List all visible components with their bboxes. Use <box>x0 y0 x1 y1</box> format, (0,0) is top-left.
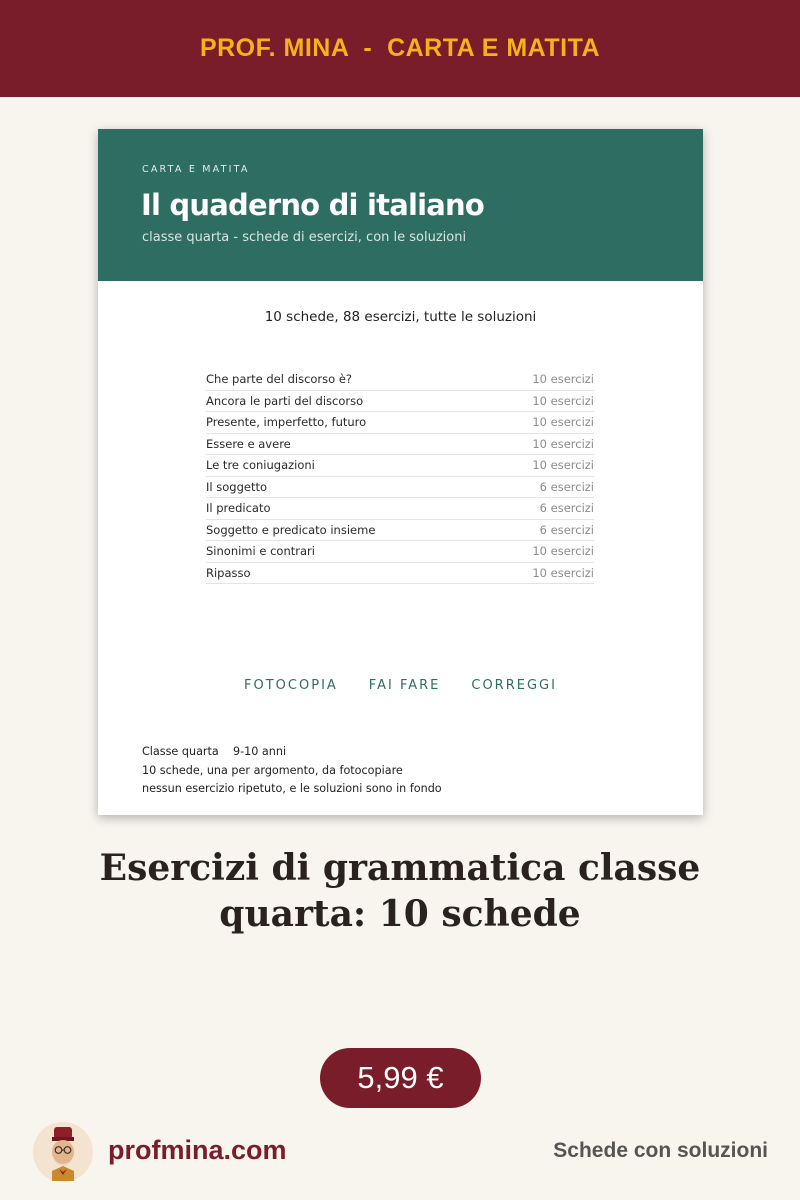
step-correggi: CORREGGI <box>471 678 557 693</box>
cover-footer <box>142 743 442 799</box>
toc-item-count: 10 esercizi <box>532 436 594 451</box>
top-banner <box>0 0 800 97</box>
toc-item-count: 10 esercizi <box>532 458 594 473</box>
toc-row <box>206 391 594 413</box>
cover-header <box>98 129 703 281</box>
teacher-mascot-icon <box>32 1121 94 1183</box>
toc-row <box>206 412 594 434</box>
toc-item-count: 10 esercizi <box>532 393 594 408</box>
toc-row <box>206 541 594 563</box>
toc-item-count: 6 esercizi <box>539 479 594 494</box>
toc-row <box>206 434 594 456</box>
toc-item-count: 10 esercizi <box>532 565 594 580</box>
toc-item-count: 10 esercizi <box>532 415 594 430</box>
cover-title: Il quaderno di italiano <box>141 188 484 222</box>
toc-item-count: 10 esercizi <box>532 372 594 387</box>
tagline: Schede con soluzioni <box>553 1139 768 1162</box>
toc-item-name: Il predicato <box>206 501 271 516</box>
table-of-contents <box>206 369 594 584</box>
price-badge[interactable] <box>320 1048 481 1108</box>
toc-item-name: Il soggetto <box>206 479 267 494</box>
toc-item-count: 6 esercizi <box>539 522 594 537</box>
toc-row <box>206 520 594 542</box>
footer-line-age: Classe quarta 9-10 anni <box>142 745 287 758</box>
banner-title: PROF. MINA - CARTA E MATITA <box>199 34 601 62</box>
cover-brand: CARTA E MATITA <box>142 164 250 175</box>
footer-line-sheets: 10 schede, una per argomento, da fotocopiare <box>142 763 403 777</box>
toc-item-name: Sinonimi e contrari <box>206 544 315 559</box>
step-fotocopia: FOTOCOPIA <box>244 678 338 693</box>
step-fai-fare: FAI FARE <box>368 678 441 693</box>
product-headline: Esercizi di grammatica classe quarta: 10 schede <box>99 847 701 935</box>
toc-row <box>206 563 594 585</box>
toc-item-name: Presente, imperfetto, futuro <box>206 415 367 430</box>
toc-item-count: 10 esercizi <box>532 544 594 559</box>
cover-subtitle: classe quarta - schede di esercizi, con le soluzioni <box>142 230 467 245</box>
toc-item-name: Soggetto e predicato insieme <box>206 522 376 537</box>
toc-item-name: Ripasso <box>206 565 251 580</box>
toc-item-name: Ancora le parti del discorso <box>206 393 364 408</box>
toc-item-count: 6 esercizi <box>539 501 594 516</box>
site-link[interactable]: profmina.com <box>108 1135 287 1165</box>
product-cover-card[interactable] <box>98 129 703 815</box>
toc-row <box>206 477 594 499</box>
toc-row <box>206 498 594 520</box>
toc-row <box>206 455 594 477</box>
cover-summary: 10 schede, 88 esercizi, tutte le soluzioni <box>264 309 537 325</box>
cover-steps <box>98 678 703 693</box>
toc-item-name: Le tre coniugazioni <box>206 458 315 473</box>
toc-item-name: Essere e avere <box>206 436 291 451</box>
price-label: 5,99 € <box>357 1060 444 1095</box>
toc-item-name: Che parte del discorso è? <box>206 372 353 387</box>
toc-row <box>206 369 594 391</box>
footer-line-solutions: nessun esercizio ripetuto, e le soluzioni sono in fondo <box>142 782 442 795</box>
